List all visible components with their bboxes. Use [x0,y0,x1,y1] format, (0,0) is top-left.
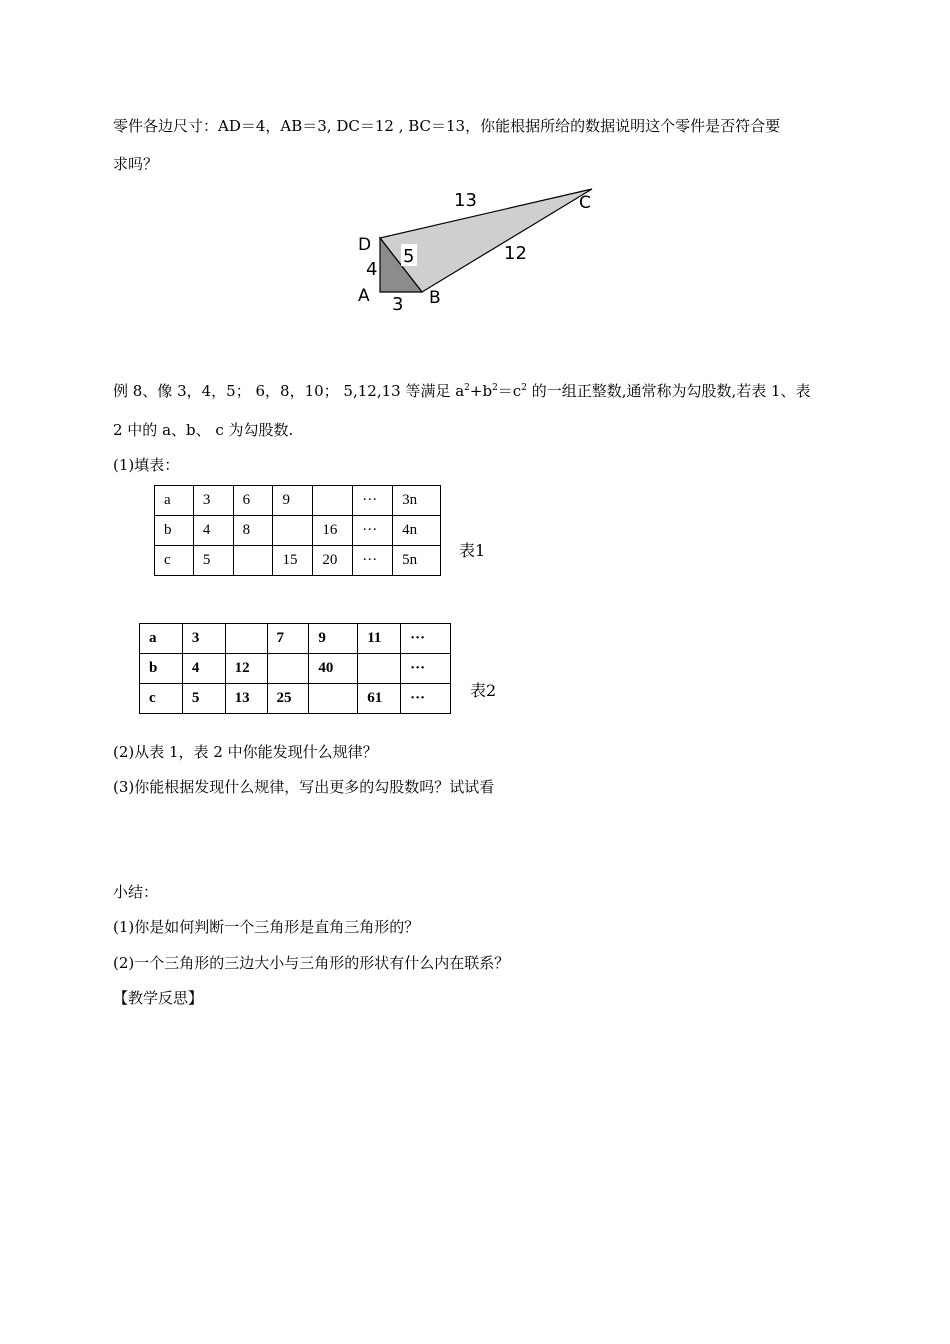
quadrilateral-figure [340,180,610,320]
table-2 [139,623,451,714]
problem-text-line2: 求吗？ [113,155,159,173]
table-cell [313,486,353,516]
table-cell [358,654,401,684]
question-2: (2)从表 1，表 2 中你能发现什么规律？ [113,743,378,761]
table-cell: 9 [309,624,358,654]
table-cell [267,654,309,684]
side-label-ad: 4 [366,259,378,280]
table-row [140,624,451,654]
table-cell: 16 [313,516,353,546]
table-1 [154,485,441,576]
table-cell [273,516,313,546]
table-cell: a [140,624,183,654]
table-cell: 25 [267,684,309,714]
summary-question-1: (1)你是如何判断一个三角形是直角三角形的？ [113,918,420,936]
table-cell: b [140,654,183,684]
table-cell: 13 [225,684,267,714]
table-cell: 7 [267,624,309,654]
table-cell: 15 [273,546,313,576]
table-cell: ··· [401,624,451,654]
table-row [140,654,451,684]
table-cell: 4 [182,654,225,684]
vertex-label-a: A [358,286,370,306]
problem-text-line1: 零件各边尺寸：AD＝4，AB＝3, DC＝12 , BC＝13，你能根据所给的数据说明这个零件是否符合要 [113,117,781,135]
table-cell: 12 [225,654,267,684]
summary-title: 小结： [113,883,159,901]
side-label-dc-top: 13 [454,190,477,211]
table-cell: ··· [401,684,451,714]
side-label-bd: 5 [403,246,415,267]
table-cell [309,684,358,714]
table-cell: 6 [233,486,273,516]
table-cell: 9 [273,486,313,516]
table-cell: c [155,546,194,576]
table-cell: 11 [358,624,401,654]
table-cell: a [155,486,194,516]
table-cell: c [140,684,183,714]
table-cell: 5 [182,684,225,714]
table-row [155,486,441,516]
table-cell: ··· [353,516,393,546]
table-cell: 3n [393,486,441,516]
table-cell: 61 [358,684,401,714]
table-1-caption: 表1 [459,541,486,560]
summary-question-2: (2)一个三角形的三边大小与三角形的形状有什么内在联系？ [113,954,510,972]
table-row [140,684,451,714]
table-cell: 8 [233,516,273,546]
table-cell: ··· [353,486,393,516]
table-cell: 3 [182,624,225,654]
side-label-bc: 12 [504,243,527,264]
vertex-label-d: D [358,235,372,255]
table-row [155,516,441,546]
table-row [155,546,441,576]
table-cell [225,624,267,654]
table-cell: b [155,516,194,546]
table-2-caption: 表2 [470,681,497,700]
table-cell: 20 [313,546,353,576]
question-3: (3)你能根据发现什么规律，写出更多的勾股数吗？试试看 [113,778,495,796]
table-cell [233,546,273,576]
triangle-dbc [380,189,592,292]
table-cell: 5 [193,546,233,576]
vertex-label-b: B [429,288,441,308]
table-cell: 4 [193,516,233,546]
table-cell: 4n [393,516,441,546]
table-cell: 40 [309,654,358,684]
table-cell: 5n [393,546,441,576]
side-label-ab: 3 [392,294,404,315]
teaching-reflection-heading: 【教学反思】 [113,989,204,1007]
table-cell: 3 [193,486,233,516]
vertex-label-c: C [579,193,591,213]
example8-line2: 2 中的 a、b、 c 为勾股数. [113,421,294,439]
example8-line1: 例 8、像 3，4，5； 6，8，10； 5,12,13 等满足 $a^2+b^2=c^2$ 的一组正整数,通常称为勾股数,若表 1、表 [113,382,811,400]
table-cell: ··· [401,654,451,684]
fill-table-label: (1)填表： [113,456,180,474]
table-cell: ··· [353,546,393,576]
